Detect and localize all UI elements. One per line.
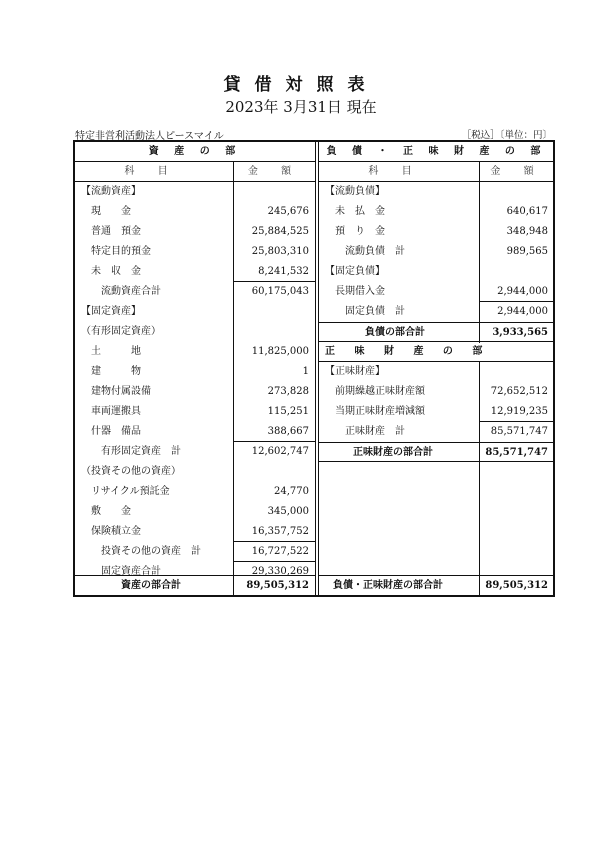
row-amount: 24,770: [233, 482, 315, 502]
row-label: 建 物: [81, 366, 141, 377]
assets-total-row: [75, 575, 315, 595]
row-label: 車両運搬具: [81, 406, 141, 417]
unit-note: ［税込］〔単位：円〕: [461, 130, 552, 141]
row-label: （投資その他の資産）: [81, 466, 181, 477]
table-row: [319, 242, 554, 262]
row-label: 流動負債 計: [325, 246, 405, 257]
empty-amount-cell: [479, 522, 554, 542]
table-row: [319, 262, 554, 282]
row-label: 普通 預金: [81, 226, 141, 237]
row-amount: 2,944,000: [479, 302, 554, 322]
table-row: [319, 382, 554, 402]
organization-name: 特定非営利活動法人ピースマイル: [75, 131, 224, 142]
table-row: [75, 442, 315, 462]
col-item-label: 科 目: [368, 166, 422, 177]
empty-row: [319, 522, 554, 542]
table-row: [75, 182, 315, 202]
row-amount: 16,727,522: [233, 542, 315, 562]
row-amount: 8,241,532: [233, 262, 315, 282]
liabilities-subtotal-label: 負債の部合計: [365, 327, 425, 338]
table-row: [75, 242, 315, 262]
liabilities-subtotal-row: [319, 322, 554, 342]
row-amount: 345,000: [233, 502, 315, 522]
empty-row: [319, 502, 554, 522]
empty-amount-cell: [479, 482, 554, 502]
row-label: 現 金: [81, 206, 131, 217]
empty-amount-cell: [479, 502, 554, 522]
table-row: [319, 282, 554, 302]
row-label: 固定負債 計: [325, 306, 405, 317]
assets-column-header: [75, 162, 315, 182]
row-label: 【正味財産】: [325, 366, 385, 377]
table-row: [75, 542, 315, 562]
assets-total-label: 資産の部合計: [121, 580, 181, 591]
row-label: 長期借入金: [325, 286, 385, 297]
row-label: 特定目的預金: [81, 246, 151, 257]
liabilities-total-amount: 89,505,312: [479, 576, 554, 596]
table-row: [319, 362, 554, 382]
row-amount: [479, 362, 554, 382]
row-label: 前期繰越正味財産額: [325, 386, 425, 397]
row-amount: 11,825,000: [233, 342, 315, 362]
row-amount: 25,884,525: [233, 222, 315, 242]
row-amount: 348,948: [479, 222, 554, 242]
table-row: [75, 482, 315, 502]
row-amount: 273,828: [233, 382, 315, 402]
empty-row: [319, 462, 554, 482]
row-amount: 245,676: [233, 202, 315, 222]
liabilities-rows: [319, 182, 554, 322]
table-row: [75, 222, 315, 242]
table-row: [75, 322, 315, 342]
table-row: [75, 462, 315, 482]
table-row: [319, 422, 554, 442]
table-row: [319, 202, 554, 222]
row-amount: 388,667: [233, 422, 315, 442]
row-amount: 115,251: [233, 402, 315, 422]
row-label: 土 地: [81, 346, 141, 357]
row-label: 有形固定資産 計: [81, 446, 181, 457]
document-date: 2023年 3月31日 現在: [225, 98, 377, 116]
row-label: 投資その他の資産 計: [81, 546, 201, 557]
equity-total-amount: 85,571,747: [479, 443, 554, 463]
row-label: リサイクル預託金: [81, 486, 170, 497]
row-amount: [233, 182, 315, 202]
row-amount: 25,803,310: [233, 242, 315, 262]
row-label: 敷 金: [81, 506, 131, 517]
row-amount: 1: [233, 362, 315, 382]
liabilities-total-row: [318, 575, 553, 595]
row-label: 固定資産合計: [81, 566, 161, 577]
liabilities-total-label: 負債・正味財産の部合計: [333, 580, 443, 591]
table-row: [75, 382, 315, 402]
row-label: 預 り 金: [325, 226, 385, 237]
assets-section-title: 資 産 の 部: [75, 142, 315, 162]
table-row: [75, 402, 315, 422]
empty-amount-cell: [479, 542, 554, 562]
equity-section-title: 正 味 財 産 の 部: [319, 342, 554, 362]
liabilities-section-title: 負 債 ・ 正 味 財 産 の 部: [319, 142, 554, 162]
row-label: 流動資産合計: [81, 286, 161, 297]
col-item-label: 科 目: [124, 166, 178, 177]
table-row: [319, 402, 554, 422]
row-label: 【流動資産】: [81, 186, 141, 197]
table-row: [319, 302, 554, 322]
table-row: [75, 522, 315, 542]
row-amount: 989,565: [479, 242, 554, 262]
equity-rows: [319, 362, 554, 442]
empty-row: [319, 482, 554, 502]
row-amount: 85,571,747: [479, 422, 554, 442]
liabilities-column-header: [319, 162, 554, 182]
table-row: [319, 222, 554, 242]
row-label: 当期正味財産増減額: [325, 406, 425, 417]
row-amount: 12,602,747: [233, 442, 315, 462]
row-amount: 72,652,512: [479, 382, 554, 402]
balance-sheet-table: [73, 140, 555, 597]
row-label: 建物付属設備: [81, 386, 151, 397]
row-label: 正味財産 計: [325, 426, 405, 437]
table-row: [75, 262, 315, 282]
liabilities-section: [318, 142, 554, 582]
empty-row: [319, 542, 554, 562]
document-title: 貸借対照表: [223, 75, 379, 95]
table-row: [75, 342, 315, 362]
assets-total-amount: 89,505,312: [233, 576, 315, 596]
row-amount: 60,175,043: [233, 282, 315, 302]
table-row: [75, 362, 315, 382]
row-label: 什器 備品: [81, 426, 141, 437]
row-amount: [479, 262, 554, 282]
row-amount: 640,617: [479, 202, 554, 222]
assets-rows: [75, 182, 315, 582]
table-row: [319, 182, 554, 202]
liabilities-subtotal-amount: 3,933,565: [479, 323, 554, 343]
col-amount-label: 金 額: [479, 162, 554, 182]
equity-total-row: [319, 442, 554, 462]
table-row: [75, 302, 315, 322]
row-amount: [233, 462, 315, 482]
row-amount: [233, 302, 315, 322]
row-label: 【流動負債】: [325, 186, 385, 197]
row-label: 【固定負債】: [325, 266, 385, 277]
col-amount-label: 金 額: [233, 162, 315, 182]
table-row: [75, 422, 315, 442]
equity-total-label: 正味財産の部合計: [353, 447, 433, 458]
row-amount: 12,919,235: [479, 402, 554, 422]
row-amount: 2,944,000: [479, 282, 554, 302]
row-amount: [479, 182, 554, 202]
row-label: 未 収 金: [81, 266, 141, 277]
assets-section: [75, 142, 315, 582]
row-label: 【固定資産】: [81, 306, 141, 317]
row-label: （有形固定資産）: [81, 326, 161, 337]
table-row: [75, 202, 315, 222]
table-row: [75, 502, 315, 522]
row-amount: 29,330,269: [233, 562, 315, 582]
row-amount: [233, 322, 315, 342]
row-label: 未 払 金: [325, 206, 385, 217]
row-label: 保険積立金: [81, 526, 141, 537]
empty-amount-cell: [479, 462, 554, 482]
table-row: [75, 282, 315, 302]
row-amount: 16,357,752: [233, 522, 315, 542]
